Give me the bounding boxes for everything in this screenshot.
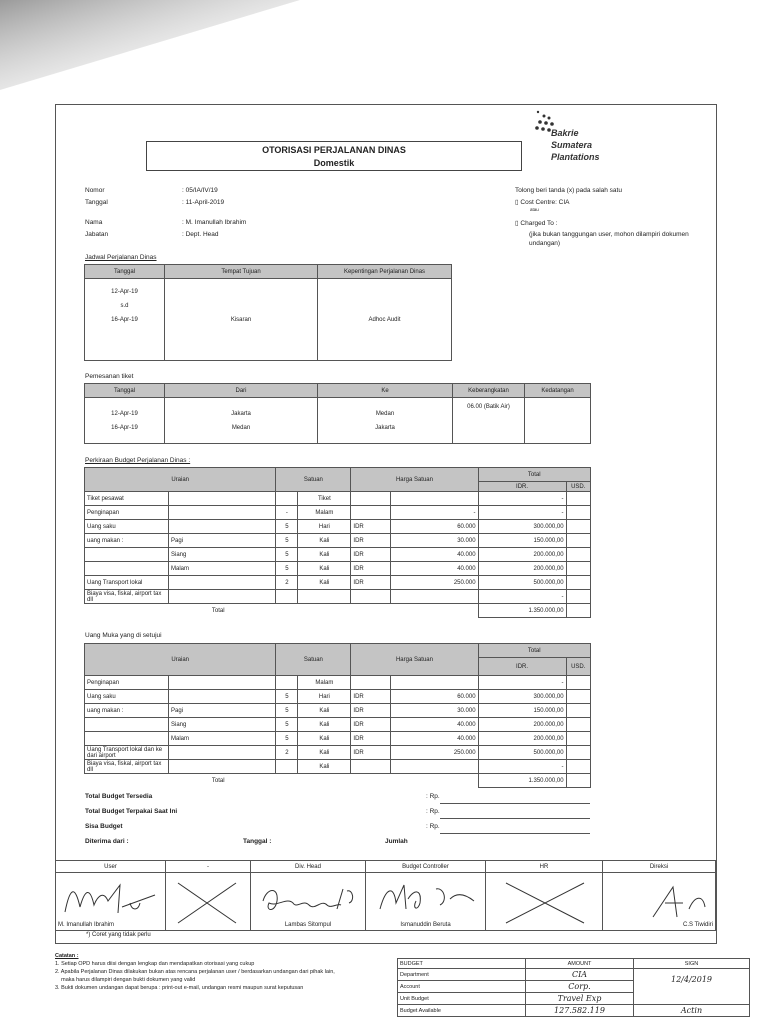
cell-t: 200.000,00: [478, 732, 566, 746]
cell-t: 300.000,00: [478, 690, 566, 704]
total-budget-terpakai: Total Budget Terpakai Saat Ini: [85, 808, 178, 815]
tanggal-value: : 11-April-2019: [182, 199, 225, 206]
cell-t: 200.000,00: [478, 562, 566, 576]
cell-usd: [566, 704, 590, 718]
cell-q: 5: [276, 548, 298, 562]
cell-b: [169, 492, 276, 506]
table-row: [85, 718, 591, 732]
cell-b: Malam: [169, 732, 276, 746]
cell-t: -: [478, 760, 566, 774]
cell-p: 40.000: [391, 732, 478, 746]
cell-usd: [566, 562, 590, 576]
line-terpakai: [440, 818, 590, 819]
signature-role: Direksi: [603, 861, 716, 873]
company-logo-text: Bakrie Sumatera Plantations: [551, 128, 600, 162]
signature-cell-hr: [486, 873, 603, 931]
charged-to-option: ▯ Charged To :: [515, 220, 558, 227]
jadwal-title: Jadwal Perjalanan Dinas: [85, 254, 157, 261]
cell-p: [391, 492, 478, 506]
cell-u: Kali: [298, 548, 351, 562]
total-value: 1.350.000,00: [478, 774, 566, 788]
cell-c: IDR: [351, 690, 391, 704]
cell-b: Pagi: [169, 704, 276, 718]
cell-q: 2: [276, 576, 298, 590]
signature-role: User: [56, 861, 166, 873]
cell-p: 60.000: [391, 520, 478, 534]
budget-header: Harga Satuan: [351, 468, 478, 492]
muka-header: Satuan: [276, 644, 351, 676]
cell-usd: [566, 492, 590, 506]
jadwal-header: Tanggal: [85, 265, 165, 279]
note-item: 1. Setiap OPD harus diisi dengan lengkap dan mendapatkan otorisasi yang cukup: [55, 961, 255, 967]
tiket-header: Dari: [165, 384, 318, 398]
cell-u: Kali: [298, 562, 351, 576]
muka-header: Harga Satuan: [351, 644, 478, 676]
cell-usd: [566, 534, 590, 548]
notes-section: [55, 952, 405, 992]
tiket-title: Pemesanan tiket: [85, 373, 134, 380]
cell-p: [391, 676, 478, 690]
nama-label: Nama: [85, 219, 103, 226]
stamp-sign: Actin: [634, 1005, 750, 1017]
cell-q: -: [276, 506, 298, 520]
cell-a: [85, 562, 169, 576]
tiket-arrival: [525, 398, 591, 444]
signature-role: HR: [486, 861, 603, 873]
cell-usd: [566, 746, 590, 760]
cell-q: [276, 760, 298, 774]
rp-tersedia: : Rp.: [426, 793, 440, 800]
cell-t: 500.000,00: [478, 576, 566, 590]
charged-to-note: (jika bukan tanggungan user, mohon dilampiri dokumen undangan): [529, 231, 689, 247]
signature-budget-controller-scribble: [374, 879, 482, 915]
signer-name-user: M. Imanullah Ibrahim: [58, 922, 115, 928]
cell-q: [276, 590, 298, 604]
cell-b: Siang: [169, 548, 276, 562]
muka-title: Uang Muka yang di setujui: [85, 632, 162, 639]
cell-u: Kali: [298, 576, 351, 590]
table-row: [85, 520, 591, 534]
signature-direksi-scribble: [643, 881, 713, 921]
cell-c: [351, 590, 391, 604]
footnote: *) Coret yang tidak perlu: [86, 932, 151, 938]
line-tersedia: [440, 803, 590, 804]
budget-header: USD.: [566, 482, 590, 492]
cell-c: IDR: [351, 718, 391, 732]
cell-usd: [566, 732, 590, 746]
tiket-dates: 12-Apr-19 16-Apr-19: [85, 398, 165, 444]
cell-b: [169, 506, 276, 520]
scan-corner-shadow: [0, 0, 768, 90]
signature-cell-user: [56, 873, 166, 931]
cell-a: Penginapan: [85, 506, 169, 520]
table-row: [85, 534, 591, 548]
table-row: [85, 690, 591, 704]
signature-divhead-scribble: [257, 881, 361, 917]
cell-b: [169, 520, 276, 534]
table-row: [85, 746, 591, 760]
signature-table: [55, 860, 716, 931]
cell-q: 5: [276, 732, 298, 746]
cell-p: [391, 760, 478, 774]
budget-stamp-table: [397, 958, 750, 1017]
cell-c: [351, 760, 391, 774]
stamp-amount: Travel Exp: [526, 993, 634, 1005]
cell-q: 5: [276, 562, 298, 576]
table-row: [85, 676, 591, 690]
tiket-departure: 06.00 (Batik Air): [453, 398, 525, 444]
cell-u: Tiket: [298, 492, 351, 506]
jadwal-date-cell: 12-Apr-19 s.d 16-Apr-19: [85, 279, 165, 361]
cell-usd: [566, 590, 590, 604]
cell-u: Kali: [298, 534, 351, 548]
cell-a: Uang saku: [85, 690, 169, 704]
diterima-tanggal: Tanggal :: [243, 838, 272, 845]
jadwal-kepentingan: Adhoc Audit: [318, 279, 452, 361]
cell-u: Kali: [298, 704, 351, 718]
cell-u: Hari: [298, 520, 351, 534]
cell-a: Uang Transport lokal dan ke dari airport: [85, 746, 169, 760]
table-row: [85, 548, 591, 562]
cell-u: Hari: [298, 690, 351, 704]
signer-name-divhead: Lambas Sitompul: [284, 922, 332, 928]
cell-p: 250.000: [391, 576, 478, 590]
note-item: 2. Apabila Perjalanan Dinas dilakukan bukan atas rencana perjalanan user / berdasarkan undangan dari pihak lain,: [55, 969, 335, 975]
total-label: Total: [211, 607, 225, 614]
cell-a: Tiket pesawat: [85, 492, 169, 506]
cell-t: -: [478, 506, 566, 520]
cell-b: [169, 746, 276, 760]
cell-a: uang makan :: [85, 704, 169, 718]
tiket-header: Keberangkatan: [453, 384, 525, 398]
cell-u: Malam: [298, 676, 351, 690]
jabatan-value: : Dept. Head: [182, 231, 219, 238]
charged-to-label: Charged To :: [520, 220, 558, 227]
nomor-value: : 05/IA/IV/19: [182, 187, 218, 194]
signature-cell-divhead: [251, 873, 366, 931]
sisa-budget: Sisa Budget: [85, 823, 123, 830]
signature-cell-blank: [166, 873, 251, 931]
stamp-amount: 127.582.119: [526, 1005, 634, 1017]
budget-header: IDR.: [478, 482, 566, 492]
atau-label: atau: [530, 207, 539, 212]
muka-table: [84, 643, 591, 788]
cell-q: 5: [276, 520, 298, 534]
rp-sisa: : Rp.: [426, 823, 440, 830]
table-row: [85, 492, 591, 506]
cell-u: Kali: [298, 718, 351, 732]
jadwal-table: [84, 264, 452, 361]
signature-user-scribble: [60, 877, 160, 917]
total-usd: [566, 774, 590, 788]
total-row: [85, 604, 591, 618]
cell-c: [351, 492, 391, 506]
cell-q: 5: [276, 534, 298, 548]
cell-usd: [566, 690, 590, 704]
total-budget-tersedia: Total Budget Tersedia: [85, 793, 153, 800]
cell-u: [298, 590, 351, 604]
cell-t: 200.000,00: [478, 548, 566, 562]
signature-role: Budget Controller: [366, 861, 486, 873]
diterima-dari: Diterima dari :: [85, 838, 129, 845]
cell-usd: [566, 718, 590, 732]
signer-name-budget-controller: Ismanuddin Beruta: [400, 922, 451, 928]
budget-header: Total: [478, 468, 590, 482]
cell-a: [85, 732, 169, 746]
stamp-amount: CIA: [526, 969, 634, 981]
cell-a: Biaya visa, fiskal, airport tax dll: [85, 590, 169, 604]
tiket-header: Ke: [318, 384, 453, 398]
cell-q: 5: [276, 690, 298, 704]
cell-t: 150.000,00: [478, 704, 566, 718]
cell-b: Pagi: [169, 534, 276, 548]
cell-b: [169, 676, 276, 690]
line-sisa: [440, 833, 590, 834]
tanggal-label: Tanggal: [85, 199, 108, 206]
cell-p: 40.000: [391, 548, 478, 562]
table-row: [85, 562, 591, 576]
table-row: [85, 506, 591, 520]
cell-t: -: [478, 590, 566, 604]
table-row: [85, 704, 591, 718]
tiket-header: Tanggal: [85, 384, 165, 398]
budget-table: [84, 467, 591, 618]
jadwal-header: Tempat Tujuan: [165, 265, 318, 279]
cell-c: [351, 506, 391, 520]
cell-t: 300.000,00: [478, 520, 566, 534]
cell-q: 5: [276, 718, 298, 732]
table-row: [85, 732, 591, 746]
cell-u: Kali: [298, 732, 351, 746]
cell-usd: [566, 760, 590, 774]
cell-c: IDR: [351, 562, 391, 576]
cell-a: Uang saku: [85, 520, 169, 534]
document-title: OTORISASI PERJALANAN DINAS: [262, 145, 406, 155]
cell-c: IDR: [351, 534, 391, 548]
cell-t: -: [478, 676, 566, 690]
notes-title: Catatan :: [55, 953, 79, 959]
muka-header: USD.: [566, 658, 590, 676]
jabatan-label: Jabatan: [85, 231, 109, 238]
nomor-label: Nomor: [85, 187, 105, 194]
cell-usd: [566, 676, 590, 690]
cell-t: -: [478, 492, 566, 506]
cell-a: Biaya visa, fiskal, airport tax dll: [85, 760, 169, 774]
stamp-header: BUDGET: [398, 959, 526, 969]
cell-usd: [566, 506, 590, 520]
budget-title: Perkiraan Budget Perjalanan Dinas :: [85, 457, 191, 464]
tiket-table: [84, 383, 591, 444]
cell-p: -: [391, 506, 478, 520]
cost-instruction: Tolong beri tanda (x) pada salah satu: [515, 187, 622, 194]
total-value: 1.350.000,00: [478, 604, 566, 618]
tiket-from: Jakarta Medan: [165, 398, 318, 444]
cost-centre-option: ▯ Cost Centre: CIA: [515, 199, 570, 206]
cell-p: 30.000: [391, 704, 478, 718]
cell-a: Penginapan: [85, 676, 169, 690]
tiket-header: Kedatangan: [525, 384, 591, 398]
muka-header: Total: [478, 644, 590, 658]
stamp-header: SIGN: [634, 959, 750, 969]
signature-cell-budget-controller: [366, 873, 486, 931]
cell-c: IDR: [351, 520, 391, 534]
cell-c: IDR: [351, 576, 391, 590]
jadwal-tujuan: Kisaran: [165, 279, 318, 361]
cell-b: Siang: [169, 718, 276, 732]
table-row: [85, 760, 591, 774]
cell-usd: [566, 520, 590, 534]
cell-q: 2: [276, 746, 298, 760]
cost-centre-label: Cost Centre: CIA: [520, 199, 570, 206]
cell-p: 60.000: [391, 690, 478, 704]
signature-role: Div. Head: [251, 861, 366, 873]
signer-name-direksi: C.S Tiwidiri: [682, 922, 713, 928]
signature-role: -: [166, 861, 251, 873]
cell-c: IDR: [351, 704, 391, 718]
cell-q: [276, 676, 298, 690]
cell-b: [169, 760, 276, 774]
cell-p: 40.000: [391, 562, 478, 576]
tiket-to: Medan Jakarta: [318, 398, 453, 444]
total-label: Total: [211, 777, 225, 784]
cell-u: Kali: [298, 760, 351, 774]
cross-out-mark: [174, 879, 240, 927]
stamp-label: Account: [398, 981, 526, 993]
stamp-label: Budget Available: [398, 1005, 526, 1017]
cell-b: [169, 690, 276, 704]
cell-p: 40.000: [391, 718, 478, 732]
jadwal-header: Kepentingan Perjalanan Dinas: [318, 265, 452, 279]
cell-q: [276, 492, 298, 506]
cell-t: 500.000,00: [478, 746, 566, 760]
stamp-header: AMOUNT: [526, 959, 634, 969]
cell-t: 200.000,00: [478, 718, 566, 732]
stamp-label: Unit Budget: [398, 993, 526, 1005]
budget-header: Satuan: [276, 468, 351, 492]
cell-c: [351, 676, 391, 690]
cell-b: [169, 576, 276, 590]
stamp-amount: Corp.: [526, 981, 634, 993]
muka-header: IDR.: [478, 658, 566, 676]
total-row: [85, 774, 591, 788]
cell-u: Malam: [298, 506, 351, 520]
signature-cell-direksi: [603, 873, 716, 931]
rp-terpakai: : Rp.: [426, 808, 440, 815]
muka-header: Uraian: [85, 644, 276, 676]
cell-usd: [566, 576, 590, 590]
cell-t: 150.000,00: [478, 534, 566, 548]
cell-p: [391, 590, 478, 604]
cell-p: 30.000: [391, 534, 478, 548]
budget-header: Uraian: [85, 468, 276, 492]
note-item: 3. Bukti dokumen undangan dapat berupa : print-out e-mail, undangan resmi maupun surat keputusan: [55, 985, 304, 991]
stamp-sign-date: 12/4/2019: [634, 969, 750, 1005]
cell-b: Malam: [169, 562, 276, 576]
note-item: maka harus dilampiri dengan bukti dokumen yang valid: [55, 977, 196, 983]
total-usd: [566, 604, 590, 618]
cell-a: uang makan :: [85, 534, 169, 548]
cell-c: IDR: [351, 548, 391, 562]
cell-a: [85, 718, 169, 732]
cell-a: Uang Transport lokal: [85, 576, 169, 590]
document-subtitle: Domestik: [313, 158, 355, 168]
cell-c: IDR: [351, 746, 391, 760]
cell-a: [85, 548, 169, 562]
nama-value: : M. Imanullah Ibrahim: [182, 219, 247, 226]
cell-usd: [566, 548, 590, 562]
table-row: [85, 590, 591, 604]
cell-b: [169, 590, 276, 604]
table-row: [85, 576, 591, 590]
cell-u: Kali: [298, 746, 351, 760]
stamp-label: Department: [398, 969, 526, 981]
document-title-box: [146, 141, 522, 171]
diterima-jumlah: Jumlah: [385, 838, 408, 845]
cell-p: 250.000: [391, 746, 478, 760]
cell-c: IDR: [351, 732, 391, 746]
cross-out-mark: [500, 879, 590, 927]
cell-q: 5: [276, 704, 298, 718]
